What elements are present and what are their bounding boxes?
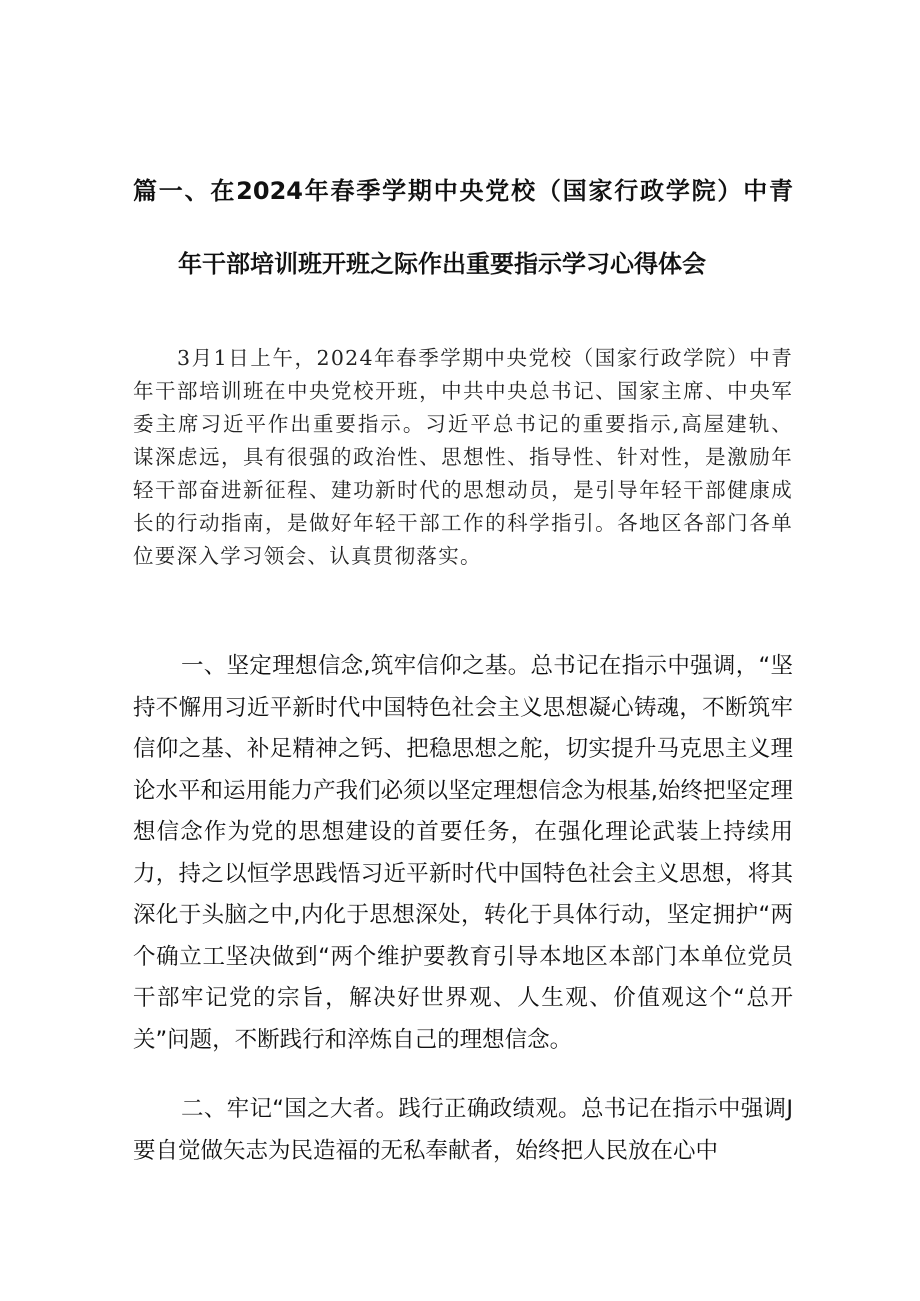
paragraph-section-one: 一、坚定理想信念,筑牢信仰之基。总书记在指示中强调，“坚持不懈用习近平新时代中国特色社会主义思想凝心铸魂，不断筑牢信仰之基、补足精神之钙、把稳思想之舵，切实提升马克思主义理论水平和运用能力产我们必须以坚定理想信念为根基,始终把坚定理想信念作为党的思想建设的首要任务，在强化理论武装上持续用力，持之以恒学思践悟习近平新时代中国特色社会主义思想，将其深化于头脑之中,内化于思想深处，转化于具体行动，坚定拥护“两个确立工坚决做到“两个维护要教育引导本地区本部门本单位党员干部牢记党的宗旨，解决好世界观、人生观、价值观这个“总开关”问题，不断践行和淬炼自己的理想信念。 [133,653,793,1053]
paragraph-section-two: 二、牢记“国之大者。践行正确政绩观。总书记在指示中强调J要自觉做矢志为民造福的无私奉献者，始终把人民放在心中 [133,1096,793,1164]
paragraph-intro: 3月1日上午，2024年春季学期中央党校（国家行政学院）中青年干部培训班在中央党校开班，中共中央总书记、国家主席、中央军委主席习近平作出重要指示。习近平总书记的重要指示,高屋建轨、谋深虑远，具有很强的政治性、思想性、指导性、针对性，是激励年轻干部奋进新征程、建功新时代的思想动员，是引导年轻干部健康成长的行动指南，是做好年轻干部工作的科学指引。各地区各部门各单位要深入学习领会、认真贯彻落实。 [133,346,793,568]
document-title-line-2: 年干部培训班开班之际作出重要指示学习心得体会 [178,250,706,278]
document-title-line-1: 篇一、在2024年春季学期中央党校（国家行政学院）中青 [133,177,793,205]
